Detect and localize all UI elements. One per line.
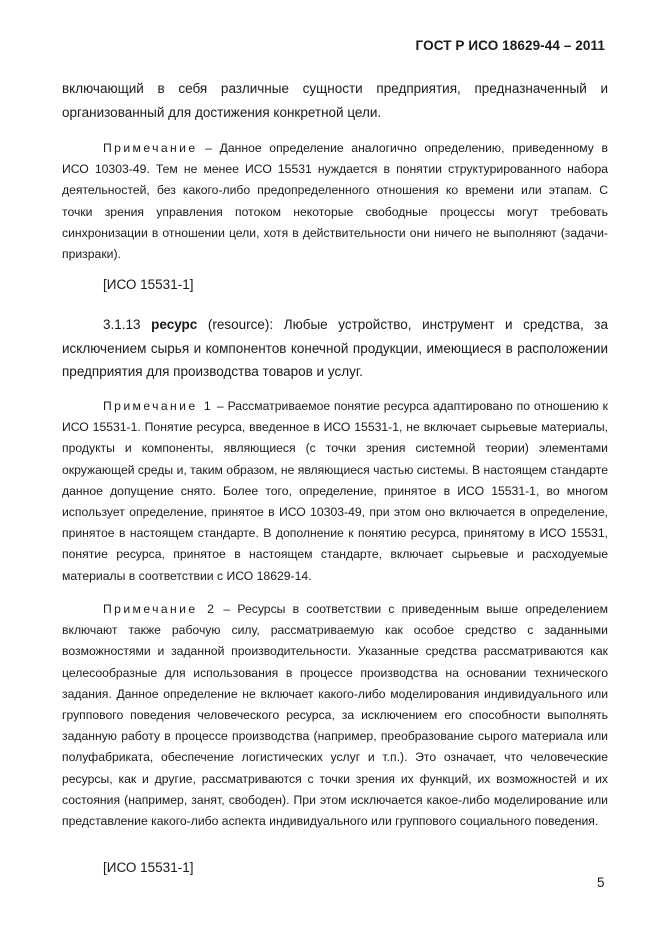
note-text: – Рассматриваемое понятие ресурса адаптировано по отношению к ИСО 15531-1. Понятие ресурса, введенное в ИСО 15531-1, не включает сырьевые материалы, продукты и компоненты, являющиеся (с точки зрения системной теории) элементами окружающей среды и, таким образом, не являющиеся частью системы. В настоящем стандарте данное допущение снято. Более того, определение, принятое в ИСО 15531-1, во многом использует определение, принятое в ИСО 10303-49, при этом оно включается в определение, принятое в настоящем стандарте. В дополнение к понятию ресурса, принятому в ИСО 15531, понятие ресурса, принятое в настоящем стандарте, включает сырьевые и расходуемые материалы в соответствии с ИСО 18629-14. <box>62 399 608 583</box>
note-text: – Данное определение аналогично определению, приведенному в ИСО 10303-49. Тем не менее ИСО 15531 нуждается в понятии структурированного набора деятельностей, без какого-либо предопределенного отношения ко времени или этапам. С точки зрения управления потоком некоторые свободные процессы могут требовать синхронизации в отношении цели, хотя в действительности они ничего не выполняют (задачи-призраки). <box>62 141 608 262</box>
note-3 <box>62 599 608 832</box>
note-2 <box>62 396 608 587</box>
note-text: – Ресурсы в соответствии с приведенным выше определением включают также рабочую силу, рассматриваемую как особое средство с заданными возможностями и заданной производительности. Указанные средства рассматриваются как целесообразные для использования в процессе производства на основании технического задания. Данное определение не включает какого-либо моделирования индивидуального или группового поведения человеческого ресурса, за исключением его способности выполнять заданную работу в процессе производства (например, преобразование сырого материала или полуфабриката, обеспечение логистических услуг и т.п.). Это означает, что человеческие ресурсы, как и другие, рассматриваются с точки зрения их функций, их возможностей и их состояния (например, занят, свободен). При этом исключается какое-либо моделирование или представление какого-либо аспекта индивидуального или группового социального поведения. <box>62 602 608 829</box>
term-resource: ресурс <box>151 317 198 332</box>
note-label: Примечание <box>103 141 198 155</box>
definition-resource <box>62 313 608 384</box>
reference-iso-15531-1: [ИСО 15531-1] <box>103 277 194 292</box>
clause-number: 3.1.13 <box>103 317 152 332</box>
definition-text: (resource): Любые устройство, инструмент и средства, за исключением сырья и компонентов конечной продукции, имеющиеся в расположении предприятия для производства товаров и услуг. <box>62 317 608 379</box>
note-label: Примечание 1 <box>103 399 214 413</box>
paragraph-continuation: включающий в себя различные сущности предприятия, предназначенный и организованный для достижения конкретной цели. <box>62 81 608 120</box>
note-1 <box>62 138 608 265</box>
page-number: 5 <box>597 875 605 890</box>
reference-iso-15531-1: [ИСО 15531-1] <box>103 860 194 875</box>
note-label: Примечание 2 <box>103 602 217 616</box>
document-header: ГОСТ Р ИСО 18629-44 – 2011 <box>415 38 605 53</box>
